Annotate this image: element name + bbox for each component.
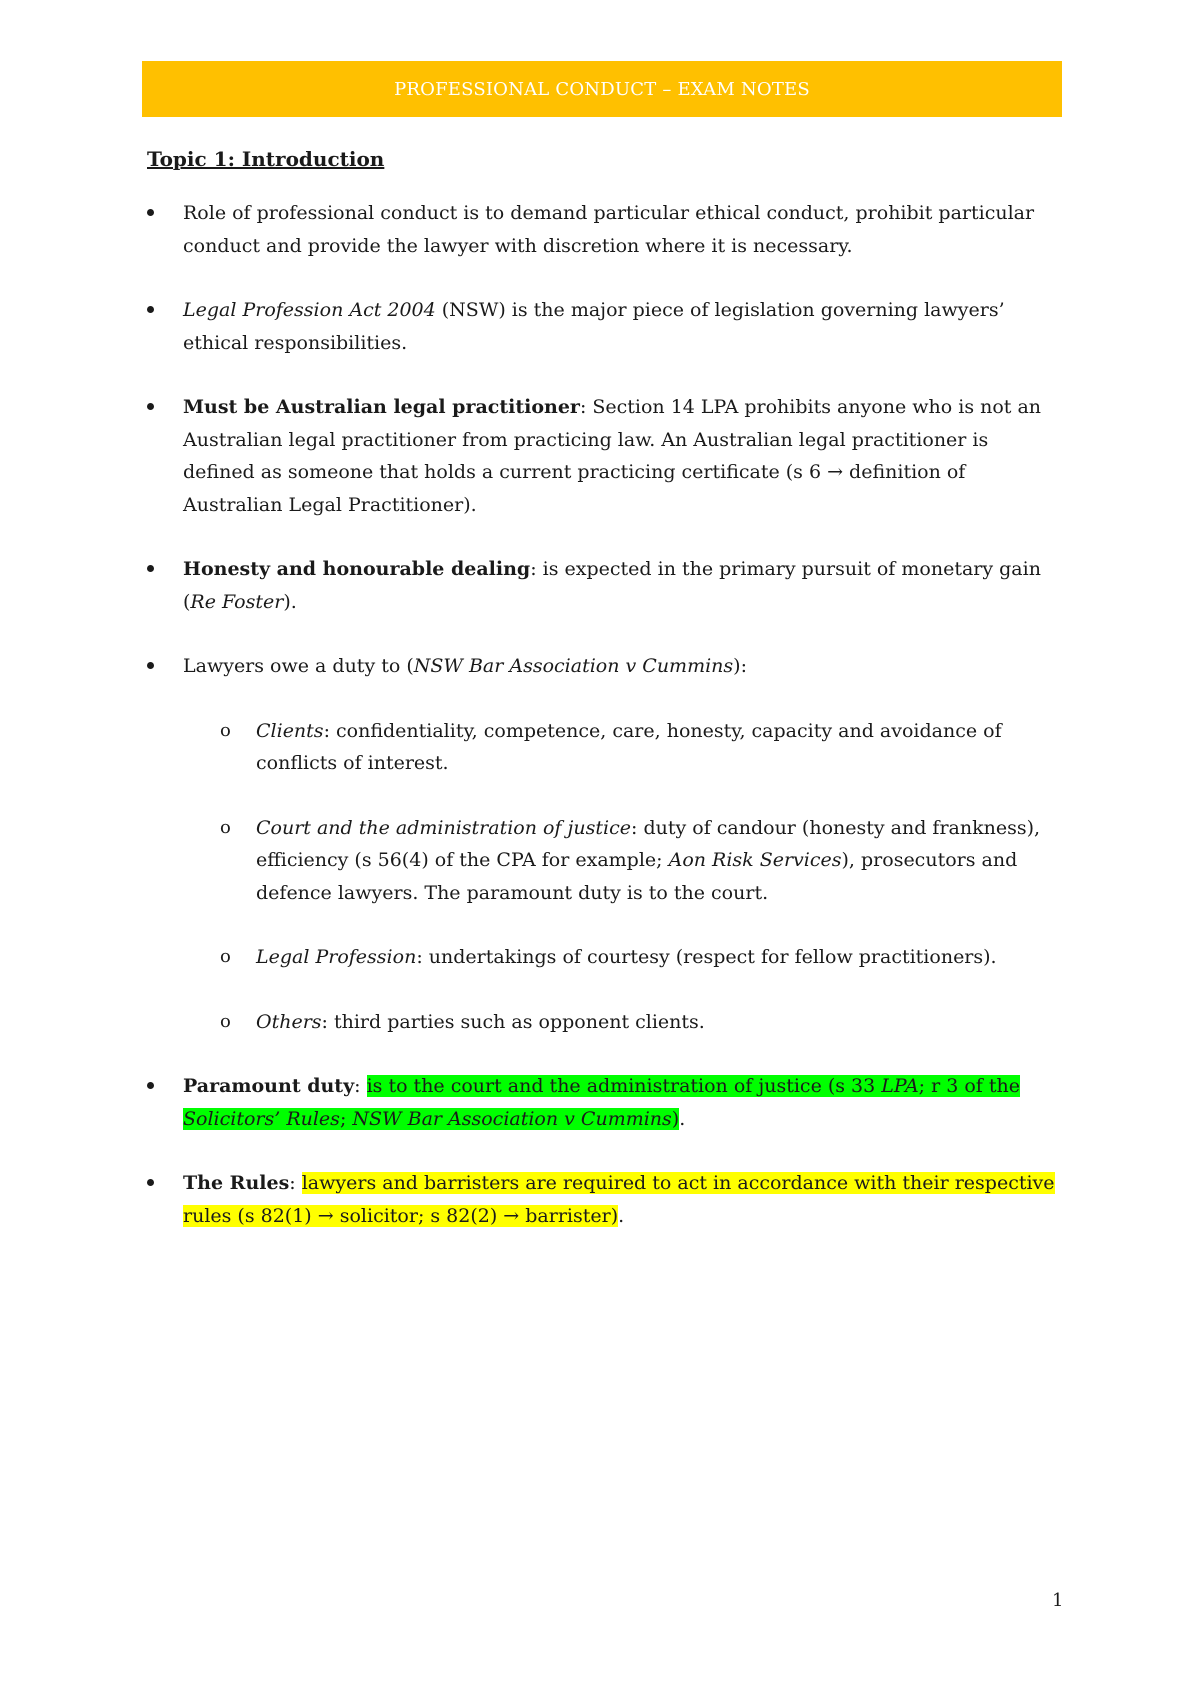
list-item	[147, 391, 1062, 521]
item-italic: Legal Profession Act 2004	[183, 299, 436, 321]
item-italic: Re Foster	[190, 590, 284, 613]
topic-heading: Topic 1: Introduction	[147, 147, 385, 171]
item-bold: Must be Australian legal practitioner	[183, 396, 580, 418]
sub-item-italic: Clients	[256, 719, 324, 742]
highlighted-text: is to the court and the administration of justice (s 33 LPA; r 3 of the Solicitors’ Rules; NSW Bar Association v Cummins)	[183, 1075, 1020, 1130]
item-text: : is expected in the primary pursuit of monetary gain (	[183, 558, 1041, 613]
bullet-icon	[147, 306, 154, 313]
page-number: 1	[1052, 1590, 1064, 1611]
item-text-end: ):	[733, 655, 747, 677]
list-item	[147, 1167, 1062, 1232]
item-bold: The Rules	[183, 1172, 290, 1194]
list-item	[147, 1070, 1062, 1135]
sub-item-text: : confidentiality, competence, care, honesty, capacity and avoidance of conflicts of interest.	[256, 719, 1002, 774]
sub-item-italic: Court and the administration of justice	[256, 816, 631, 839]
list-item	[147, 197, 1062, 262]
highlighted-text: lawyers and barristers are required to act in accordance with their respective rules (s 82(1) → solicitor; s 82(2) → barrister)	[183, 1172, 1055, 1227]
list-item	[147, 553, 1062, 618]
circle-bullet-icon: o	[220, 719, 231, 741]
item-italic: NSW Bar Association v Cummins	[413, 655, 734, 677]
bullet-list	[147, 197, 1062, 1264]
item-text-end: ).	[283, 590, 297, 613]
bullet-icon	[147, 1179, 154, 1186]
title-banner	[142, 61, 1062, 117]
circle-bullet-icon: o	[220, 816, 231, 838]
item-text: (NSW) is the major piece of legislation governing lawyers’ ethical responsibilities.	[183, 299, 1005, 354]
item-bold: Paramount duty	[183, 1075, 355, 1097]
sub-list-item	[220, 812, 1062, 910]
item-text: Role of professional conduct is to demand particular ethical conduct, prohibit particular conduct and provide the lawyer with discretion where it is necessary.	[183, 202, 1035, 257]
bullet-icon	[147, 209, 154, 216]
bullet-icon	[147, 1082, 154, 1089]
sub-item-italic: Legal Profession	[256, 946, 417, 968]
circle-bullet-icon: o	[220, 1010, 231, 1032]
item-text: : Section 14 LPA prohibits anyone who is not an Australian legal practitioner from practicing law. An Australian legal practitioner is defined as someone that holds a current practicing certificate (s 6 → definition of Australian Legal Practitioner).	[183, 396, 1042, 516]
sub-list	[183, 715, 1062, 1039]
list-item	[147, 650, 1062, 1038]
item-text: :	[354, 1075, 367, 1097]
sub-list-item	[220, 715, 1062, 780]
sub-list-item	[220, 1006, 1062, 1039]
banner-title: PROFESSIONAL CONDUCT – EXAM NOTES	[394, 78, 810, 100]
sub-item-italic: Others	[256, 1010, 322, 1033]
item-text-end: .	[679, 1107, 686, 1130]
list-item	[147, 294, 1062, 359]
item-text: Lawyers owe a duty to (	[183, 655, 414, 677]
sub-item-text: : duty of candour (honesty and frankness), efficiency (s 56(4) of the CPA for example;	[256, 816, 1041, 871]
sub-item-text: : third parties such as opponent clients.	[321, 1010, 705, 1033]
circle-bullet-icon: o	[220, 946, 231, 967]
item-text-end: .	[618, 1204, 625, 1227]
sub-item-italic: Aon Risk Services	[668, 849, 842, 871]
bullet-icon	[147, 565, 154, 572]
sub-item-text: : undertakings of courtesy (respect for fellow practitioners).	[416, 946, 997, 968]
sub-item-text-end: ), prosecutors and defence lawyers. The paramount duty is to the court.	[256, 849, 1018, 904]
item-text: :	[289, 1172, 302, 1194]
sub-list-item	[220, 941, 1062, 974]
item-bold: Honesty and honourable dealing	[183, 558, 531, 580]
bullet-icon	[147, 662, 154, 669]
bullet-icon	[147, 403, 154, 410]
